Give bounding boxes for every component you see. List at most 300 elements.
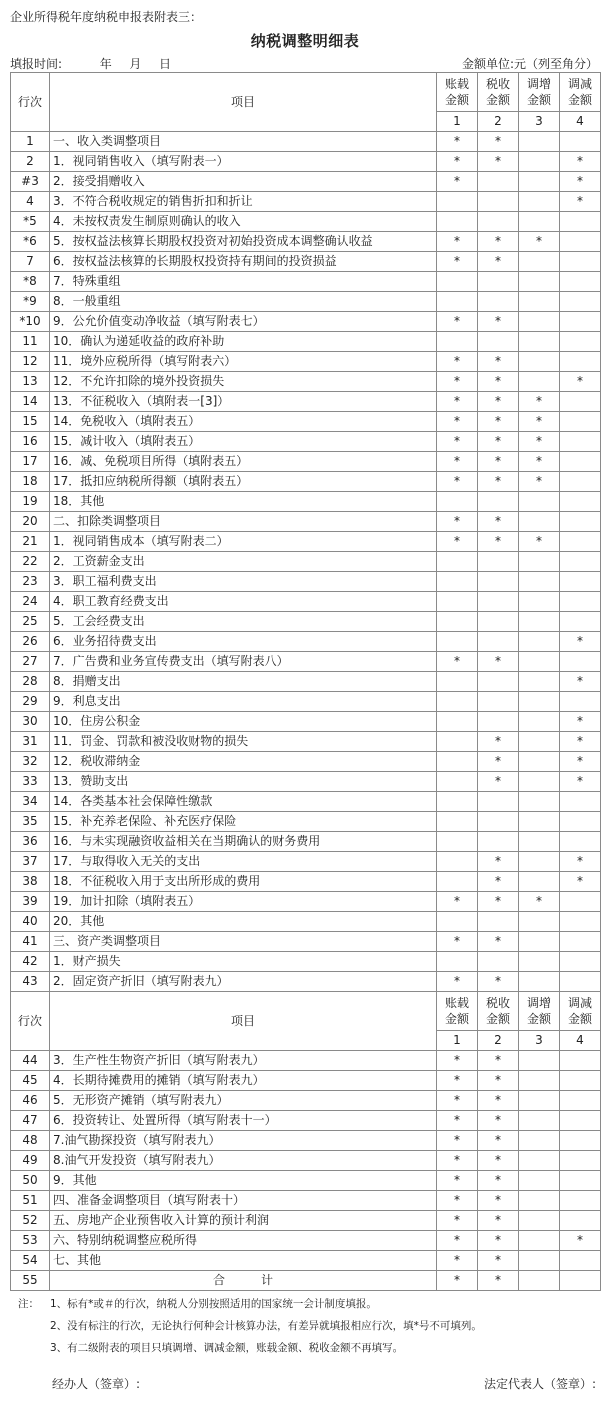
page-title: 纳税调整明细表 (250, 32, 360, 50)
row-number: 21 (11, 532, 50, 552)
row-number: 49 (11, 1151, 50, 1171)
row-number: 36 (11, 832, 50, 852)
row-cell (519, 792, 560, 812)
row-number: 7 (11, 252, 50, 272)
row-item: 8．捐赠支出 (50, 672, 437, 692)
row-cell: * (560, 872, 601, 892)
row-cell: * (478, 312, 519, 332)
header-col-title (478, 73, 519, 112)
table-row (11, 132, 601, 152)
table-row (11, 292, 601, 312)
row-item: 2．接受捐赠收入 (50, 172, 437, 192)
row-item: 七、其他 (50, 1251, 437, 1271)
row-number: 24 (11, 592, 50, 612)
row-cell: * (437, 372, 478, 392)
table-row (11, 512, 601, 532)
row-cell (519, 852, 560, 872)
row-cell (560, 532, 601, 552)
table-row (11, 872, 601, 892)
row-number: *6 (11, 232, 50, 252)
row-cell: * (437, 432, 478, 452)
header-col-line2: 金额 (526, 93, 551, 107)
row-cell (478, 292, 519, 312)
row-cell: * (478, 352, 519, 372)
row-cell (437, 672, 478, 692)
row-cell: * (519, 232, 560, 252)
row-number: 17 (11, 452, 50, 472)
table-row (11, 932, 601, 952)
row-cell: * (437, 1151, 478, 1171)
table-row (11, 372, 601, 392)
row-cell: * (437, 1071, 478, 1091)
header-col-title (560, 992, 601, 1031)
row-number: 34 (11, 792, 50, 812)
note-line: 1、标有*或＃的行次，纳税人分别按照适用的国家统一会计制度填报。 (50, 1298, 377, 1310)
row-cell: * (437, 1171, 478, 1191)
table-row (11, 472, 601, 492)
row-cell: * (478, 432, 519, 452)
row-item: 3．不符合税收规定的销售折扣和折让 (50, 192, 437, 212)
header-col-line2: 金额 (444, 1012, 469, 1026)
row-cell: * (478, 1071, 519, 1091)
row-item: 14．免税收入（填附表五） (50, 412, 437, 432)
row-cell: * (437, 892, 478, 912)
row-cell (519, 572, 560, 592)
row-number: 50 (11, 1171, 50, 1191)
row-cell (519, 1271, 560, 1291)
row-cell (519, 1211, 560, 1231)
row-cell (519, 812, 560, 832)
header-col-title (519, 73, 560, 112)
row-cell (519, 912, 560, 932)
row-cell (560, 292, 601, 312)
row-cell: * (560, 852, 601, 872)
row-cell: * (437, 1211, 478, 1231)
table-row (11, 692, 601, 712)
row-cell (519, 972, 560, 992)
row-cell (478, 632, 519, 652)
row-cell (560, 1111, 601, 1131)
row-number: 29 (11, 692, 50, 712)
row-cell (437, 792, 478, 812)
table-row (11, 432, 601, 452)
row-cell: * (437, 1231, 478, 1251)
row-item: 三、资产类调整项目 (50, 932, 437, 952)
header-col-line1: 账载 (444, 77, 469, 91)
row-number: 4 (11, 192, 50, 212)
table-row (11, 452, 601, 472)
row-cell (437, 952, 478, 972)
row-item: 3．生产性生物资产折旧（填写附表九） (50, 1051, 437, 1071)
header-col-number: 3 (519, 112, 560, 132)
row-cell (437, 192, 478, 212)
row-cell (437, 612, 478, 632)
row-item: 7．广告费和业务宣传费支出（填写附表八） (50, 652, 437, 672)
row-cell: * (478, 532, 519, 552)
header-col-number: 3 (519, 1031, 560, 1051)
row-cell (560, 952, 601, 972)
row-item: 11．罚金、罚款和被没收财物的损失 (50, 732, 437, 752)
row-number: 25 (11, 612, 50, 632)
row-item: 18．不征税收入用于支出所形成的费用 (50, 872, 437, 892)
row-cell (437, 832, 478, 852)
row-cell (560, 1171, 601, 1191)
row-cell (560, 1131, 601, 1151)
row-number: 11 (11, 332, 50, 352)
row-item: 五、房地产企业预售收入计算的预计利润 (50, 1211, 437, 1231)
header-col-title (560, 73, 601, 112)
table-row (11, 892, 601, 912)
row-cell: * (519, 392, 560, 412)
row-cell (478, 192, 519, 212)
row-cell (437, 332, 478, 352)
row-item: 18．其他 (50, 492, 437, 512)
form-caption: 企业所得税年度纳税申报表附表三： (10, 10, 203, 24)
row-cell: * (560, 712, 601, 732)
row-cell (519, 712, 560, 732)
row-cell (519, 1111, 560, 1131)
table-row (11, 492, 601, 512)
row-number: 47 (11, 1111, 50, 1131)
row-cell (437, 872, 478, 892)
row-cell: * (560, 772, 601, 792)
row-number: 26 (11, 632, 50, 652)
row-cell: * (519, 472, 560, 492)
row-cell (560, 392, 601, 412)
row-cell: * (478, 372, 519, 392)
row-cell: * (478, 772, 519, 792)
row-item: 2．固定资产折旧（填写附表九） (50, 972, 437, 992)
row-number: 48 (11, 1131, 50, 1151)
header-col-line1: 调减 (567, 77, 592, 91)
table-row (11, 592, 601, 612)
row-item: 2．工资薪金支出 (50, 552, 437, 572)
row-cell (437, 492, 478, 512)
row-cell: * (437, 972, 478, 992)
row-cell (519, 492, 560, 512)
row-cell (478, 692, 519, 712)
table-row (11, 1211, 601, 1231)
row-cell: * (478, 872, 519, 892)
row-cell: * (478, 1091, 519, 1111)
row-cell: * (437, 1131, 478, 1151)
row-cell (437, 272, 478, 292)
row-cell: * (437, 1191, 478, 1211)
row-cell (519, 1171, 560, 1191)
row-item: 一、收入类调整项目 (50, 132, 437, 152)
row-item: 10．住房公积金 (50, 712, 437, 732)
row-cell: * (478, 1131, 519, 1151)
row-cell (560, 592, 601, 612)
table-row (11, 752, 601, 772)
header-col-line2: 金额 (485, 1012, 510, 1026)
row-item: 1．视同销售成本（填写附表二） (50, 532, 437, 552)
table-row (11, 232, 601, 252)
header-col-line1: 调增 (526, 77, 551, 91)
row-cell (560, 352, 601, 372)
table-row (11, 172, 601, 192)
row-cell: * (478, 852, 519, 872)
row-cell (560, 472, 601, 492)
row-cell (560, 552, 601, 572)
row-item: 16．减、免税项目所得（填附表五） (50, 452, 437, 472)
row-number: 44 (11, 1051, 50, 1071)
row-number: 42 (11, 952, 50, 972)
row-cell: * (478, 452, 519, 472)
row-number: 22 (11, 552, 50, 572)
table-row (11, 392, 601, 412)
row-number: 52 (11, 1211, 50, 1231)
row-cell: * (560, 1231, 601, 1251)
row-item: 5．按权益法核算长期股权投资对初始投资成本调整确认收益 (50, 232, 437, 252)
table-row (11, 972, 601, 992)
row-cell (560, 932, 601, 952)
row-cell (560, 912, 601, 932)
header-col-number: 1 (437, 1031, 478, 1051)
row-cell: * (560, 172, 601, 192)
row-cell (560, 332, 601, 352)
row-cell (437, 292, 478, 312)
header-col-line1: 账载 (444, 996, 469, 1010)
row-number: 15 (11, 412, 50, 432)
table-header-row (11, 992, 601, 1031)
row-cell (560, 812, 601, 832)
header-col-number: 4 (560, 112, 601, 132)
header-col-line2: 金额 (567, 1012, 592, 1026)
row-cell: * (437, 452, 478, 472)
row-cell (519, 552, 560, 572)
row-number: 35 (11, 812, 50, 832)
row-cell: * (437, 252, 478, 272)
row-cell: * (478, 392, 519, 412)
table-row (11, 192, 601, 212)
row-cell: * (437, 1091, 478, 1111)
table-row (11, 1051, 601, 1071)
row-cell (560, 1091, 601, 1111)
row-cell: * (478, 1191, 519, 1211)
amount-unit: 金额单位:元（列至角分） (461, 57, 598, 71)
header-col-number: 2 (478, 1031, 519, 1051)
row-cell (519, 952, 560, 972)
row-cell (560, 312, 601, 332)
row-number: 46 (11, 1091, 50, 1111)
note-line: 2、没有标注的行次，无论执行何种会计核算办法，有差异就填报相应行次，填*号不可填列。 (50, 1320, 482, 1332)
row-cell (519, 352, 560, 372)
row-cell (478, 832, 519, 852)
row-cell: * (560, 732, 601, 752)
row-cell: * (478, 972, 519, 992)
header-col-line1: 税收 (485, 77, 510, 91)
row-cell (437, 692, 478, 712)
header-col-number: 1 (437, 112, 478, 132)
row-cell (519, 312, 560, 332)
header-item: 项目 (50, 73, 437, 132)
row-cell: * (437, 1271, 478, 1291)
row-cell: * (478, 1151, 519, 1171)
row-item: 3．职工福利费支出 (50, 572, 437, 592)
row-cell (519, 612, 560, 632)
header-col-title (437, 73, 478, 112)
row-cell: * (437, 512, 478, 532)
row-cell (478, 912, 519, 932)
row-item: 11．境外应税所得（填写附表六） (50, 352, 437, 372)
row-number: 55 (11, 1271, 50, 1291)
row-cell (437, 732, 478, 752)
row-cell (519, 932, 560, 952)
row-cell: * (560, 372, 601, 392)
row-cell: * (478, 1271, 519, 1291)
row-item: 7.油气勘探投资（填写附表九） (50, 1131, 437, 1151)
row-item: 二、扣除类调整项目 (50, 512, 437, 532)
row-item: 六、特别纳税调整应税所得 (50, 1231, 437, 1251)
row-item: 15．减计收入（填附表五） (50, 432, 437, 452)
row-cell (437, 912, 478, 932)
adjustment-table (10, 72, 601, 1291)
row-cell: * (519, 452, 560, 472)
row-cell (560, 412, 601, 432)
row-cell: * (519, 412, 560, 432)
header-item: 项目 (50, 992, 437, 1051)
row-item: 4．未按权责发生制原则确认的收入 (50, 212, 437, 232)
row-cell: * (437, 1111, 478, 1131)
row-number: 28 (11, 672, 50, 692)
note-line: 3、有二级附表的项目只填调增、调减金额，账载金额、税收金额不再填写。 (50, 1342, 404, 1354)
row-number: 12 (11, 352, 50, 372)
table-row (11, 1091, 601, 1111)
table-row (11, 952, 601, 972)
table-row (11, 832, 601, 852)
row-item: 17．抵扣应纳税所得额（填附表五） (50, 472, 437, 492)
row-item: 15．补充养老保险、补充医疗保险 (50, 812, 437, 832)
row-cell (519, 292, 560, 312)
header-col-line1: 调减 (567, 996, 592, 1010)
row-number: 45 (11, 1071, 50, 1091)
header-col-number: 4 (560, 1031, 601, 1051)
row-item: 8.油气开发投资（填写附表九） (50, 1151, 437, 1171)
header-col-line1: 税收 (485, 996, 510, 1010)
row-cell: * (478, 1211, 519, 1231)
row-item: 8．一般重组 (50, 292, 437, 312)
row-cell (560, 132, 601, 152)
row-item: 9．公允价值变动净收益（填写附表七） (50, 312, 437, 332)
table-row (11, 1231, 601, 1251)
table-row (11, 532, 601, 552)
row-cell: * (437, 352, 478, 372)
row-number: 38 (11, 872, 50, 892)
row-number: *8 (11, 272, 50, 292)
row-cell: * (437, 1251, 478, 1271)
row-cell (519, 1051, 560, 1071)
row-number: *10 (11, 312, 50, 332)
row-cell (437, 752, 478, 772)
row-cell (519, 512, 560, 532)
row-cell (560, 792, 601, 812)
notes-label: 注： (18, 1298, 39, 1310)
row-cell: * (437, 532, 478, 552)
row-item: 6．业务招待费支出 (50, 632, 437, 652)
row-item: 12．税收滞纳金 (50, 752, 437, 772)
header-col-line2: 金额 (526, 1012, 551, 1026)
row-item: 9．其他 (50, 1171, 437, 1191)
row-cell: * (478, 232, 519, 252)
table-row (11, 272, 601, 292)
table-row (11, 672, 601, 692)
row-item: 5．工会经费支出 (50, 612, 437, 632)
row-cell: * (560, 752, 601, 772)
row-cell (519, 1231, 560, 1251)
table-row (11, 1251, 601, 1271)
row-cell (519, 272, 560, 292)
row-cell (560, 1271, 601, 1291)
row-item: 17．与取得收入无关的支出 (50, 852, 437, 872)
row-item: 13．不征税收入（填附表一[3]） (50, 392, 437, 412)
year-label: 年 (99, 57, 112, 71)
fill-date (10, 55, 171, 72)
row-number: 27 (11, 652, 50, 672)
row-cell (519, 672, 560, 692)
row-cell (437, 712, 478, 732)
row-number: 54 (11, 1251, 50, 1271)
row-cell (437, 552, 478, 572)
table-row (11, 412, 601, 432)
table-row (11, 572, 601, 592)
row-cell (478, 272, 519, 292)
row-item: 1．视同销售收入（填写附表一） (50, 152, 437, 172)
row-number: #3 (11, 172, 50, 192)
row-number: 2 (11, 152, 50, 172)
row-cell (478, 212, 519, 232)
row-cell (478, 712, 519, 732)
row-cell: * (560, 672, 601, 692)
header-col-number: 2 (478, 112, 519, 132)
row-cell (560, 1211, 601, 1231)
row-cell (560, 272, 601, 292)
row-number: 18 (11, 472, 50, 492)
row-cell (519, 172, 560, 192)
row-cell: * (478, 932, 519, 952)
header-col-title (519, 992, 560, 1031)
row-number: 53 (11, 1231, 50, 1251)
row-cell (560, 972, 601, 992)
row-cell (437, 572, 478, 592)
row-cell (560, 1151, 601, 1171)
row-cell (519, 152, 560, 172)
row-cell (519, 1151, 560, 1171)
row-item: 四、准备金调整项目（填写附表十） (50, 1191, 437, 1211)
table-row (11, 712, 601, 732)
row-cell (478, 172, 519, 192)
header-seq: 行次 (11, 992, 50, 1051)
row-cell: * (478, 892, 519, 912)
row-cell (519, 692, 560, 712)
row-cell: * (478, 472, 519, 492)
row-item: 20．其他 (50, 912, 437, 932)
row-number: 20 (11, 512, 50, 532)
row-number: 19 (11, 492, 50, 512)
row-cell (560, 452, 601, 472)
row-number: 39 (11, 892, 50, 912)
row-number: 37 (11, 852, 50, 872)
row-cell: * (437, 152, 478, 172)
row-cell (519, 192, 560, 212)
row-cell (478, 612, 519, 632)
row-cell (519, 832, 560, 852)
row-cell (478, 592, 519, 612)
row-cell: * (437, 932, 478, 952)
row-item: 12．不允许扣除的境外投资损失 (50, 372, 437, 392)
table-row (11, 312, 601, 332)
table-row (11, 1271, 601, 1291)
